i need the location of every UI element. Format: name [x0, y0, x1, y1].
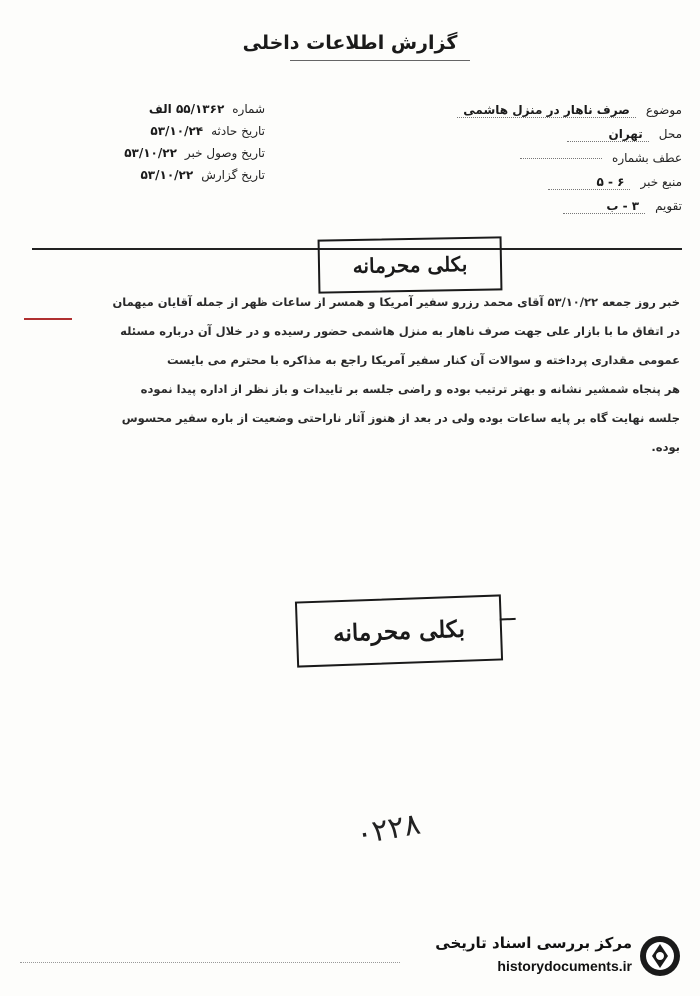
archive-name-fa: مرکز بررسی اسناد تاریخی — [435, 934, 632, 952]
report-date-row — [60, 164, 265, 186]
body-line: جلسه نهایت گاه بر پایه ساعات بوده ولی در بعد از هنوز آثار ناراحتی وضعیت از باره سفیر محسوس — [121, 411, 680, 425]
document-title: گزارش اطلاعات داخلی — [242, 32, 458, 54]
news-received-row — [60, 142, 265, 164]
report-date-label: تاریخ گزارش — [201, 168, 265, 182]
footer-scan-noise — [20, 962, 400, 965]
number-value: ۵۵/۱۳۶۲ الف — [148, 102, 225, 116]
report-body — [40, 288, 680, 462]
number-row — [60, 98, 265, 120]
header-left-block — [60, 98, 265, 186]
archive-logo — [418, 928, 688, 986]
news-received-label: تاریخ وصول خبر — [184, 146, 265, 160]
title-underline — [290, 60, 470, 61]
source-value: ۶ - ۵ — [548, 175, 630, 190]
news-received-value: ۵۳/۱۰/۲۲ — [124, 146, 177, 160]
evaluation-row — [442, 194, 682, 218]
report-date-value: ۵۳/۱۰/۲۲ — [140, 168, 194, 182]
handwritten-number: ۰۲۲۸ — [353, 806, 424, 853]
subject-label: موضوع — [645, 103, 682, 117]
number-label: شماره — [232, 102, 265, 116]
body-line: عمومی مقداری پرداخته و سوالات آن کنار سفیر آمریکا راجع به مذاکره با محترم می بایست — [166, 353, 680, 367]
evaluation-label: تقویم — [655, 199, 682, 213]
classification-stamp-bottom: بکلی محرمانه — [295, 594, 503, 667]
body-line: در اتفاق ما با بازار علی جهت صرف ناهار به منزل هاشمی حضور رسیده و در خلال آن درباره مسئله — [120, 324, 680, 338]
reference-value — [520, 158, 602, 159]
reference-row — [442, 146, 682, 170]
body-line: هر پنجاه شمشیر نشانه و بهتر ترتیب بوده و راضی جلسه بر تاییدات و باز نظر از اداره پیدا نموده — [140, 382, 680, 396]
subject-row — [442, 98, 682, 122]
incident-date-value: ۵۳/۱۰/۲۴ — [150, 124, 204, 138]
reference-label: عطف بشماره — [612, 151, 682, 165]
archive-emblem-icon — [638, 934, 682, 978]
incident-date-label: تاریخ حادثه — [211, 124, 265, 138]
body-line: بوده. — [651, 440, 680, 454]
incident-date-row — [60, 120, 265, 142]
place-row — [442, 122, 682, 146]
place-value: تهران — [567, 127, 649, 142]
subject-value: صرف ناهار در منزل هاشمی — [457, 103, 636, 118]
place-label: محل — [658, 127, 682, 141]
archive-url: historydocuments.ir — [497, 958, 632, 974]
source-label: منبع خبر — [640, 175, 682, 189]
evaluation-value: ۳ - ب — [563, 199, 645, 214]
header-right-block — [442, 98, 682, 218]
body-line: خبر روز جمعه ۵۳/۱۰/۲۲ آقای محمد رزرو سفیر آمریکا و همسر از ساعات ظهر از جمله آقایان میهمان — [112, 295, 680, 309]
classification-stamp-top: بکلی محرمانه — [318, 236, 503, 293]
source-row — [442, 170, 682, 194]
